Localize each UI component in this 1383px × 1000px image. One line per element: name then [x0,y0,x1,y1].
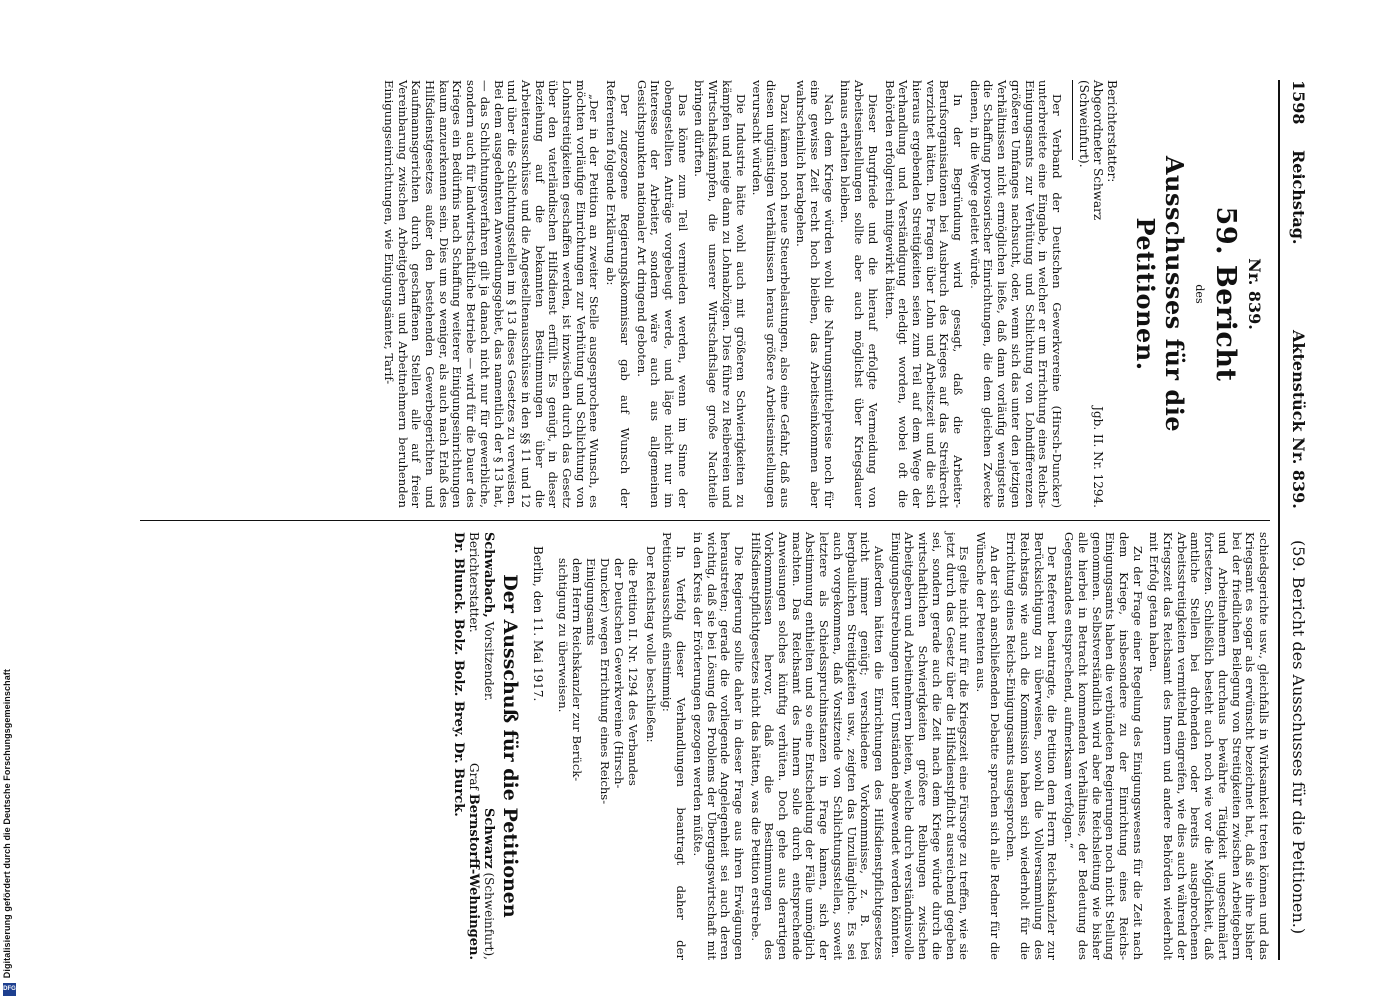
signature-reporter-role: Berichterstatter. [467,532,482,633]
paragraph: Es gelte nicht nur für die Kriegszeit eine Fürsorge zu treffen, wie sie jetzt durch das Gesetz über die Hilfsdienstpflicht ausreichend gegeben sei, sondern gerade auch die Zeit nach dem Kriege würde durch die wirtschaftlichen Schwierigkeiten größere Reibungen zwischen Arbeitgebern und Arbeitnehmern bieten, welche durch verständnisvolle Einigungsbestrebungen unter Umständen abgewendet werden könnten. [888,532,972,960]
resolution-line: der Deutschen Gewerkvereine (Hirsch- [612,558,627,789]
header-document: Aktenstück Nr. 839. [1289,330,1308,509]
paragraph: Die Regierung sollte daher in dieser Frage aus ihren Erwägungen heraustreten; gerade die vorliegende Angelegenheit sei auch deren wichtig, daß sie bei Lösung des Problems der Übergangswirtschaft mit in den Kreis der Erörterungen gezogen werden müßte. [690,532,746,960]
paragraph: „Der in der Petition an zweiter Stelle ausgesprochene Wunsch, es möchten vorläufige Einrichtungen zur Verhütung und Schlichtung von Lohnstreitigkeiten geschaffen werden, ist inzwischen durch das Gesetz über den vaterländischen Hilfsdienst erfüllt. Es genügt, in dieser Beziehung auf die bekannten Bestimmungen über die Arbeiterausschüsse und die Angestelltenausschüsse in den §§ 11 und 12 und über die Schlichtungsstellen im § 13 dieses Gesetzes zu verweisen. Bei dem ausgedehnten Anwendungsgebiet, das namentlich der § 13 hat, — das Schlichtungsverfahren gilt ja danach nicht nur für gewerbliche, sondern auch für landwirtschaftliche Betriebe — wird für die Dauer des Krieges ein Bedürfnis nach Schaffung weiterer Einigungseinrichtungen kaum anzuerkennen sein. Dies um so weniger, als auch nach Erlaß des Hilfsdienstgesetzes außer den bestehenden Gewerbegerichten und Kaufmannsgerichten durch geschaffenen Stellen alle auf freier Vereinbarung zwischen Arbeitgebern und Arbeitnehmern beruhenden Einigungseinrichtungen, wie Einigungsämter, Tarif- [381,80,602,508]
paragraph: Außerdem hätten die Einrichtungen des Hilfsdienstpflichtgesetzes nicht immer genügt; verschiedene Vorkommnisse, z. B. bei bergbaulichen Streitigkeiten usw., zeigten das Unzulängliche. Es sei auch vorgekommen, daß Vorsitzende von Schlichtungsstellen, soweit letztere als Schiedsspruchinstanzen in Frage kamen, sich der Abstimmung enthielten und so eine Entscheidung der Fälle unmöglich machten. Das Reichsamt des Innern solle durch entsprechende Anweisungen solches künftig verhüten. Doch gehe aus derartigen Vorkommnissen hervor, daß die Bestimmungen des Hilfsdienstpflichtgesetzes nicht das hätten, was die Petition erstrebe. [748,532,887,960]
paragraph: Der Referent beantragte, die Petition dem Herrn Reichskanzler zur Berücksichtigung zu überweisen, sowohl die Vollversammlung des Reichstags wie auch die Kommission haben sich wiederholt für die Errichtung eines Reichs-Einigungsamts ausgesprochen. [1004,532,1060,960]
scanned-page [80,80,1310,960]
header-publication: Reichstag. [1289,150,1308,245]
reporter-label: Berichterstatter: [1105,80,1119,183]
signature-reporter-place: (Schweinfurt), [482,872,497,960]
document-title: 59. Bericht [1210,206,1241,382]
signature-row [466,532,481,960]
date-line: Berlin, den 11. Mai 1917. [531,546,546,702]
committee-name: Der Ausschuß für die Petitionen [499,574,522,918]
paragraph: Der Verband der Deutschen Gewerkvereine (Hirsch-Duncker) unterbreitete eine Eingabe, in welcher er um Errichtung eines Reichs-Einigungsamts zur Verhütung und Schlichtung von Lohndifferenzen größeren Umfanges nachsucht, oder, wenn sich das unter den jetzigen Verhältnissen nicht ermöglichen ließe, daß dann vorläufig wenigstens die Schaffung provisorischer Einrichtungen, die dem gleichen Zwecke dienen, in die Wege geleitet würde. [967,80,1064,508]
page-number: 1598 [1289,80,1308,125]
resolution-line: sichtigung zu überweisen. [556,558,571,713]
document-subtitle: Ausschusses für die Petitionen. [1131,155,1189,433]
paragraph: An der sich anschließenden Debatte sprachen sich alle Redner für die Wünsche der Petenten aus. [973,532,1002,960]
reporter-place: (Schweinfurt). [1077,80,1091,168]
paragraph: Der zugezogene Regierungskommissar gab auf Wunsch der Referenten folgende Erklärung ab: [604,80,632,508]
header-title: (59. Bericht des Ausschusses für die Petitionen.) [1289,540,1308,935]
journal-number: Jgb. II. Nr. 1294. [1091,406,1105,508]
resolution-line: die Petition II. Nr. 1294 des Verbandes [626,558,641,786]
closing-block [451,532,546,960]
header-rule [1278,80,1280,960]
signature-reporter: Schwarz [481,808,497,869]
reporter-rule [1072,80,1073,160]
resolution-line: dem Herrn Reichskanzler zur Berück- [570,558,585,782]
paragraph: Nach dem Kriege würden wohl die Nahrungsmittelpreise noch für eine gewisse Zeit recht hoch bleiben, das Arbeitseinkommen aber wahrscheinlich herabgehen. [794,80,836,508]
signature-chair-role: Vorsitzender. [482,621,497,702]
signature-chair: Schwabach, [481,532,497,618]
signature-members: Dr. Blunck. Bolz. Bolz. Brey. Dr. Burck. [451,532,467,817]
paragraph: In Verfolg dieser Verhandlungen beantragt daher der Petitionsausschuß einstimmig: [660,532,689,960]
signature-member: Bernstorff-Wehningen. [466,793,482,960]
paragraph: schiedsgerichte usw., gleichfalls in Wirksamkeit treten können und das Kriegsamt es sogar als erwünscht bezeichnet hat, daß sie ihre bisher bei der friedlichen Beilegung von Streitigkeiten zwischen Arbeitgebern und Arbeitnehmern durchaus bewährte Tätigkeit ungeschmälert fortsetzen. Schließlich besteht auch noch wie vor die Möglichkeit, daß amtliche Stellen bei drohenden oder bereits ausgebrochenen Arbeitsstreitigkeiten vermittelnd eingreifen, wie dies auch während der Kriegszeit das Reichsamt des Innern und andere Behörden wiederholt mit Erfolg getan haben. [1147,532,1271,960]
dfg-logo: DFG [3,983,16,996]
right-column [100,532,1270,960]
paragraph: Der Reichstag wolle beschließen: [643,546,658,743]
document-des: des [1193,284,1206,304]
paragraph: Das könne zum Teil vermieden werden, wenn im Sinne der obengestellten Anträge vorgebeugt werde, und läge nicht nur im Interesse der Arbeiter, sondern wäre auch aus allgemeinen Gesichtspunkten nationaler Art dringend geboten. [634,80,690,508]
reporter-block [1063,80,1119,508]
document-number: Nr. 839. [1245,258,1264,330]
resolution-text [556,532,640,960]
signature-row [481,532,496,960]
reporter-name: Abgeordneter Schwarz [1091,80,1105,221]
running-header [1286,80,1310,960]
paragraph: Dazu kämen noch neue Steuerbelastungen, also eine Gefahr, daß aus diesen ungünstigen Verhältnissen heraus größere Arbeitseinstellungen verursacht würden. [750,80,792,508]
paragraph: Dieser Burgfriede und die hierauf erfolgte Vermeidung von Arbeitseinstellungen sollte aber auch möglichst über Kriegsdauer hinaus erhalten bleiben. [838,80,880,508]
signature-row [451,532,466,960]
paragraph: Die Industrie hätte wohl auch mit größeren Schwierigkeiten zu kämpfen und neige dann zu Lohnabzügen. Dies führe zu Reibereien und Wirtschaftskämpfen, die unserer Wirtschaftslage große Nachteile bringen dürften. [692,80,748,508]
signature-count-prefix: Graf [467,763,482,790]
resolution-line: Duncker) wegen Errichtung eines Reichs- [598,558,613,805]
funding-notice [0,0,18,1000]
column-divider [140,520,1270,521]
left-column [100,80,1270,508]
funding-notice-text: Digitalisierung gefördert durch die Deutsche Forschungsgemeinschaft [2,668,12,978]
paragraph: Zu der Frage einer Regelung des Einigungswesens für die Zeit nach dem Kriege, insbesondere zu der Einrichtung eines Reichs-Einigungsamts haben die verbündeten Regierungen noch nicht Stellung genommen. Selbstverständlich wird aber die Reichsleitung wie bisher alle hierbei in Betracht kommenden Verhältnisse, der Bedeutung des Gegenstandes entsprechend, aufmerksam verfolgen.“ [1062,532,1145,960]
resolution-line: Einigungsamts [584,558,599,646]
paragraph: In der Begründung wird gesagt, daß die Arbeiter-Berufsorganisationen bei Ausbruch des Krieges auf das Streikrecht verzichtet hätten. Die Fragen über Lohn und Arbeitszeit und die sich hieraus ergebenden Streitigkeiten seien zum Teil auf dem Wege der Verhandlung und Verständigung erledigt worden, wobei oft die Behörden erfolgreich mitgewirkt hätten. [882,80,966,508]
